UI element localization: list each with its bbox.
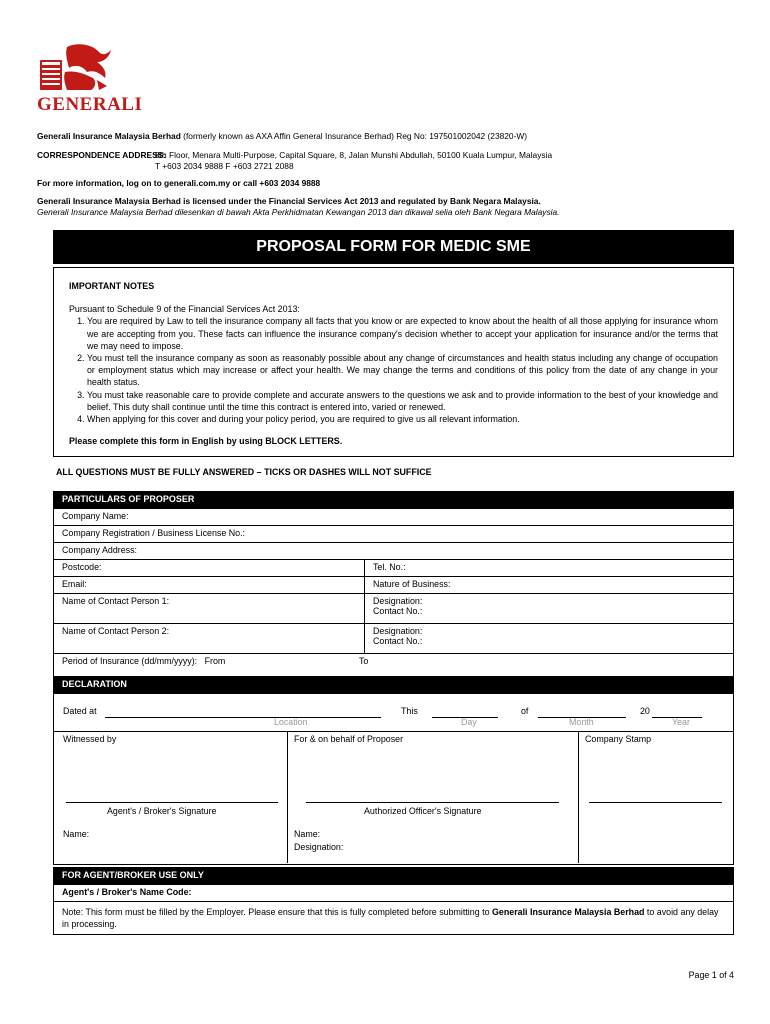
company-stamp-label: Company Stamp	[585, 734, 652, 744]
notes-complete: Please complete this form in English by using BLOCK LETTERS.	[69, 436, 343, 447]
divider	[287, 731, 288, 863]
period-label: Period of Insurance (dd/mm/yyyy):	[62, 656, 198, 666]
of-label: of	[521, 706, 529, 716]
agent-signature-line[interactable]	[66, 802, 278, 803]
year-prefix: 20	[640, 706, 650, 716]
postcode-field[interactable]: Postcode:	[54, 560, 365, 577]
officer-designation-label: Designation:	[294, 842, 344, 852]
contact2-field[interactable]: Name of Contact Person 2:	[54, 624, 365, 654]
day-caption: Day	[461, 717, 477, 727]
address-text: 8th Floor, Menara Multi-Purpose, Capital Square, 8, Jalan Munshi Abdullah, 50100 Kuala Lumpur, Malaysia	[155, 150, 553, 160]
licensed-malay-line: Generali Insurance Malaysia Berhad dilesenkan di bawah Akta Perkhidmatan Kewangan 2013 dan dikawal selia oleh Bank Negara Malaysia.	[37, 207, 560, 217]
form-title: PROPOSAL FORM FOR MEDIC SME	[53, 230, 734, 264]
note-item: 1. You are required by Law to tell the insurance company all facts that you know or are expected to know about the health of all those applying for insurance whom we are accepting from you. These facts can influence the insurance company's decision whether to accept your application for insurance and/or the terms that we may need to impose.	[87, 315, 718, 352]
location-line[interactable]	[105, 717, 381, 718]
contact-no-label: Contact No.:	[373, 606, 423, 616]
declaration-section	[53, 689, 734, 865]
this-label: This	[401, 706, 418, 716]
tel-field[interactable]: Tel. No.:	[365, 560, 734, 577]
email-field[interactable]: Email:	[54, 577, 365, 594]
contact-no-label: Contact No.:	[373, 636, 423, 646]
year-caption: Year	[672, 717, 690, 727]
note-item: 3. You must take reasonable care to provide complete and accurate answers to the questions we ask and to provide information to the best of your knowledge and belief. This duty shall continue until the time this contract is entered into, varied or renewed.	[87, 389, 718, 413]
dated-at-label: Dated at	[63, 706, 97, 716]
company-name-field[interactable]: Company Name:	[54, 509, 734, 526]
location-caption: Location	[274, 717, 308, 727]
divider	[578, 731, 579, 863]
to-label: To	[359, 656, 369, 666]
agent-name-code-field[interactable]: Agent's / Broker's Name Code:	[54, 885, 734, 902]
agent-heading: FOR AGENT/BROKER USE ONLY	[54, 868, 734, 885]
period-field[interactable]	[54, 654, 734, 677]
name-label: Name:	[63, 829, 90, 839]
info-line: For more information, log on to generali.com.my or call +603 2034 9888	[37, 178, 321, 188]
note-item: 2. You must tell the insurance company as soon as reasonably possible about any change of circumstances and health status including any change of occupation or employment status which may increase or affect your health. We may change the terms and conditions of this policy from the date of any change in your health status.	[87, 352, 718, 389]
declaration-heading: DECLARATION	[54, 677, 734, 694]
contact1-details[interactable]	[365, 594, 734, 624]
company-name: Generali Insurance Malaysia Berhad	[37, 131, 181, 141]
officer-signature-label: Authorized Officer's Signature	[364, 806, 482, 816]
important-notes	[53, 267, 734, 457]
company-line	[37, 131, 527, 142]
company-reg: (formerly known as AXA Affin General Insurance Berhad) Reg No: 197501002042 (23820-W)	[183, 131, 528, 141]
note-item: 4. When applying for this cover and during your policy period, you are required to give us all relevant information.	[87, 413, 718, 425]
designation-label: Designation:	[373, 596, 423, 606]
agent-table	[53, 867, 734, 935]
agent-note	[54, 902, 734, 935]
nature-field[interactable]: Nature of Business:	[365, 577, 734, 594]
contact2-details[interactable]	[365, 624, 734, 654]
notes-intro: Pursuant to Schedule 9 of the Financial Services Act 2013:	[69, 304, 300, 315]
month-caption: Month	[569, 717, 594, 727]
witnessed-by-label: Witnessed by	[63, 734, 117, 744]
registration-field[interactable]: Company Registration / Business License No.:	[54, 526, 734, 543]
address-field[interactable]: Company Address:	[54, 543, 734, 560]
all-questions-note: ALL QUESTIONS MUST BE FULLY ANSWERED – TICKS OR DASHES WILL NOT SUFFICE	[56, 467, 432, 477]
address-label: CORRESPONDENCE ADDRESS:	[37, 150, 167, 160]
agent-signature-label: Agent's / Broker's Signature	[107, 806, 217, 816]
phone-text: T +603 2034 9888 F +603 2721 2088	[155, 161, 294, 171]
from-label: From	[204, 656, 226, 666]
officer-name-label: Name:	[294, 829, 321, 839]
contact1-field[interactable]: Name of Contact Person 1:	[54, 594, 365, 624]
brand-name: GENERALI	[37, 94, 143, 115]
note-company: Generali Insurance Malaysia Berhad	[492, 907, 645, 917]
generali-logo	[37, 42, 143, 117]
page-number: Page 1 of 4	[688, 970, 734, 980]
stamp-line[interactable]	[589, 802, 722, 803]
notes-heading: IMPORTANT NOTES	[69, 281, 155, 291]
proposer-heading: PARTICULARS OF PROPOSER	[54, 492, 734, 509]
on-behalf-label: For & on behalf of Proposer	[294, 734, 404, 744]
proposer-table	[53, 491, 734, 694]
notes-list	[69, 315, 718, 425]
divider	[54, 731, 733, 732]
note-suffix: to avoid any delay in processing.	[62, 907, 719, 929]
designation-label: Designation:	[373, 626, 423, 636]
officer-signature-line[interactable]	[306, 802, 559, 803]
note-prefix: Note: This form must be filled by the Employer. Please ensure that this is fully completed before submitting to	[62, 907, 490, 917]
licensed-line: Generali Insurance Malaysia Berhad is licensed under the Financial Services Act 2013 and regulated by Bank Negara Malaysia.	[37, 196, 541, 206]
